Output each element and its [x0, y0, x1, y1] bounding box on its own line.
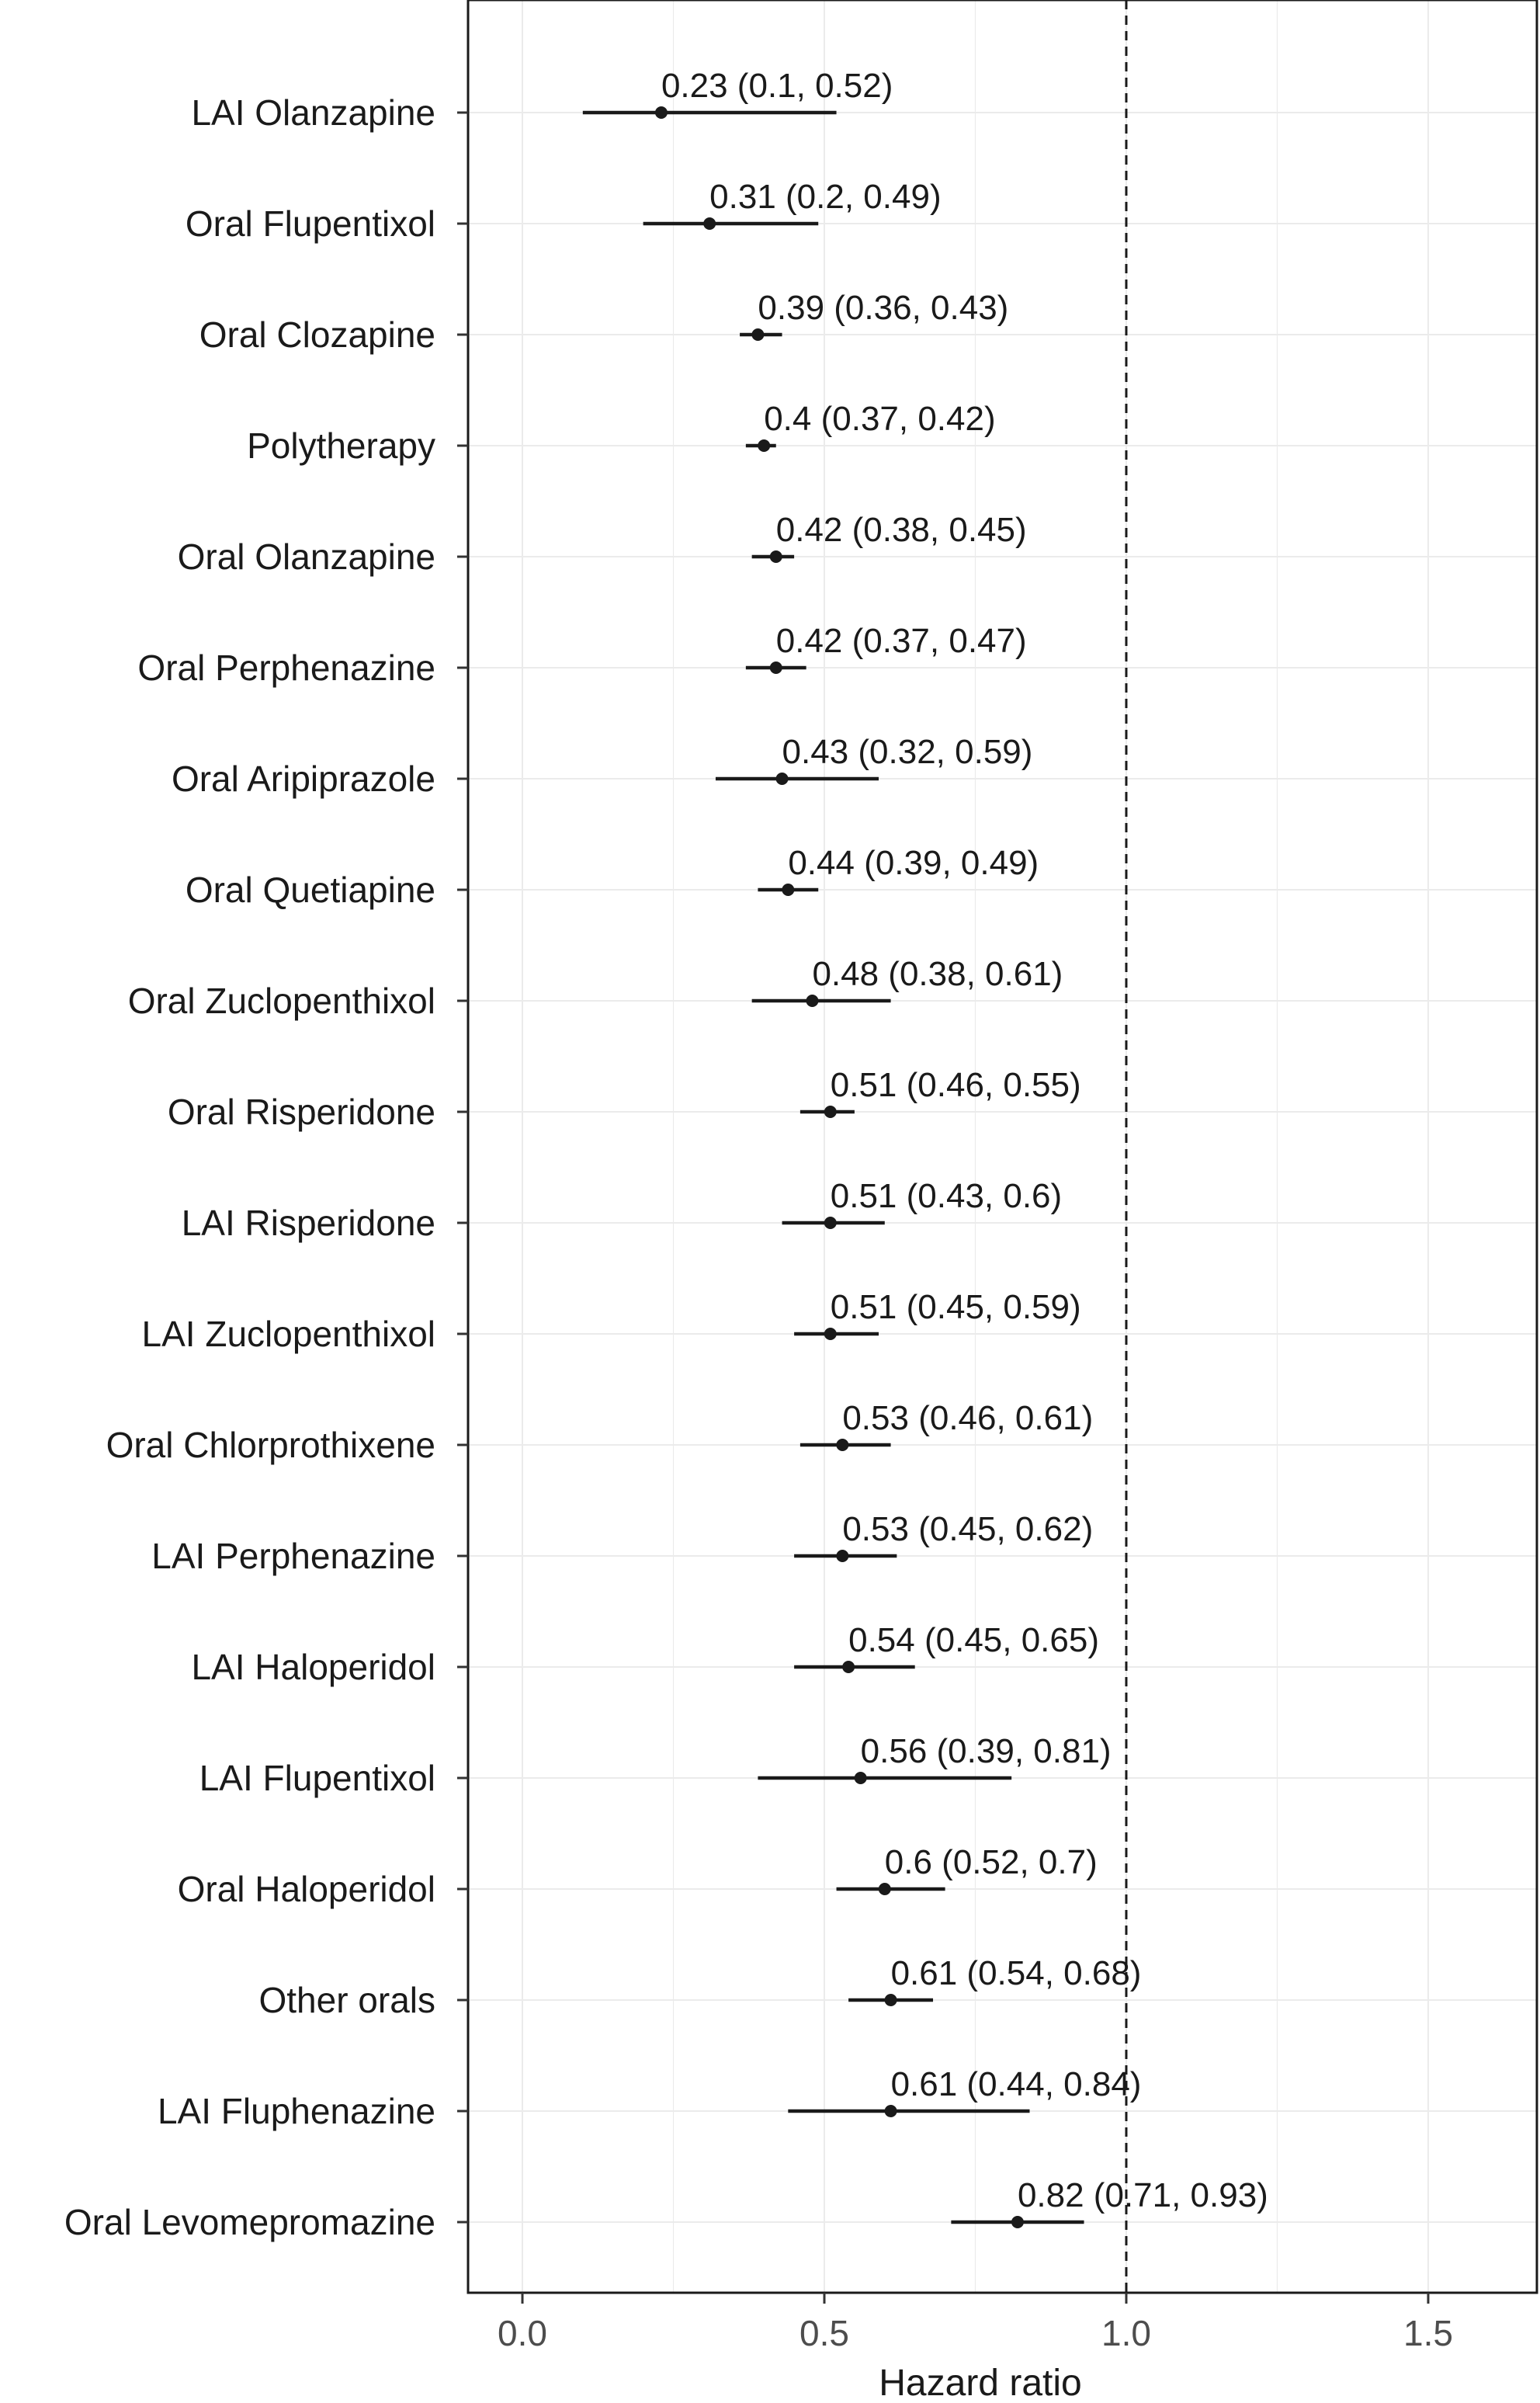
estimate-label: 0.6 (0.52, 0.7) — [884, 1843, 1098, 1881]
estimate-label: 0.42 (0.37, 0.47) — [775, 622, 1027, 660]
x-tick-label: 1.0 — [1101, 2313, 1151, 2353]
point-estimate — [836, 1550, 848, 1562]
estimate-label: 0.44 (0.39, 0.49) — [788, 844, 1039, 882]
y-axis-label: LAI Olanzapine — [191, 92, 435, 133]
y-axis-label: Oral Olanzapine — [177, 537, 435, 577]
point-estimate — [770, 550, 782, 563]
estimate-label: 0.51 (0.46, 0.55) — [830, 1066, 1081, 1104]
point-estimate — [824, 1217, 837, 1229]
y-axis-label: Oral Quetiapine — [185, 870, 435, 910]
y-axis-labels — [64, 92, 468, 2242]
estimate-label: 0.42 (0.38, 0.45) — [775, 511, 1027, 549]
point-estimate — [885, 1994, 897, 2006]
y-axis-label: Oral Perphenazine — [137, 648, 435, 688]
y-axis-label: Oral Clozapine — [199, 314, 435, 355]
point-estimate — [655, 106, 668, 119]
point-estimate — [703, 217, 716, 230]
point-estimate — [751, 328, 764, 341]
point-estimate — [776, 773, 789, 785]
point-estimate — [1011, 2216, 1024, 2228]
point-estimate — [824, 1106, 837, 1118]
estimate-label: 0.51 (0.43, 0.6) — [830, 1177, 1063, 1215]
y-axis-label: Oral Levomepromazine — [64, 2202, 435, 2242]
estimate-label: 0.31 (0.2, 0.49) — [709, 178, 942, 216]
y-axis-label: LAI Risperidone — [181, 1203, 435, 1243]
point-estimate — [824, 1328, 837, 1340]
estimate-label: 0.48 (0.38, 0.61) — [812, 955, 1063, 993]
estimate-label: 0.61 (0.54, 0.68) — [890, 1954, 1142, 1992]
point-estimate — [855, 1772, 867, 1784]
x-tick-label: 0.0 — [498, 2313, 547, 2353]
y-axis-label: Oral Chlorprothixene — [106, 1425, 435, 1465]
x-axis — [498, 2293, 1453, 2353]
x-tick-label: 0.5 — [799, 2313, 849, 2353]
estimate-label: 0.43 (0.32, 0.59) — [782, 733, 1033, 771]
point-estimate — [770, 662, 782, 674]
point-estimate — [879, 1883, 891, 1895]
point-estimate — [782, 884, 794, 896]
estimate-label: 0.82 (0.71, 0.93) — [1017, 2176, 1268, 2214]
estimate-label: 0.4 (0.37, 0.42) — [764, 400, 996, 438]
plot-background — [468, 0, 1537, 2293]
y-axis-label: LAI Haloperidol — [191, 1647, 435, 1687]
point-estimate — [806, 995, 818, 1007]
estimate-label: 0.51 (0.45, 0.59) — [830, 1288, 1081, 1326]
estimate-label: 0.54 (0.45, 0.65) — [848, 1621, 1100, 1659]
point-estimate — [758, 439, 770, 452]
x-axis-title: Hazard ratio — [879, 2363, 1082, 2403]
y-axis-label: LAI Perphenazine — [151, 1536, 435, 1576]
x-tick-label: 1.5 — [1403, 2313, 1453, 2353]
y-axis-label: Polytherapy — [247, 425, 435, 466]
point-estimate — [842, 1661, 855, 1673]
point-estimate — [885, 2105, 897, 2117]
estimate-label: 0.23 (0.1, 0.52) — [661, 67, 893, 105]
y-axis-label: Oral Risperidone — [167, 1092, 435, 1132]
estimate-label: 0.61 (0.44, 0.84) — [890, 2065, 1142, 2103]
estimate-label: 0.56 (0.39, 0.81) — [860, 1732, 1112, 1770]
estimate-label: 0.53 (0.46, 0.61) — [842, 1399, 1094, 1437]
estimate-label: 0.53 (0.45, 0.62) — [842, 1510, 1094, 1548]
y-axis-label: LAI Flupentixol — [199, 1758, 435, 1798]
y-axis-label: Oral Haloperidol — [177, 1869, 435, 1909]
point-estimate — [836, 1439, 848, 1451]
y-axis-label: Oral Aripiprazole — [171, 759, 435, 799]
y-axis-label: LAI Zuclopenthixol — [141, 1314, 435, 1354]
y-axis-label: Other orals — [258, 1980, 435, 2020]
estimate-label: 0.39 (0.36, 0.43) — [758, 289, 1009, 327]
y-axis-label: LAI Fluphenazine — [157, 2091, 435, 2131]
y-axis-label: Oral Flupentixol — [185, 203, 435, 244]
y-axis-label: Oral Zuclopenthixol — [127, 981, 435, 1021]
